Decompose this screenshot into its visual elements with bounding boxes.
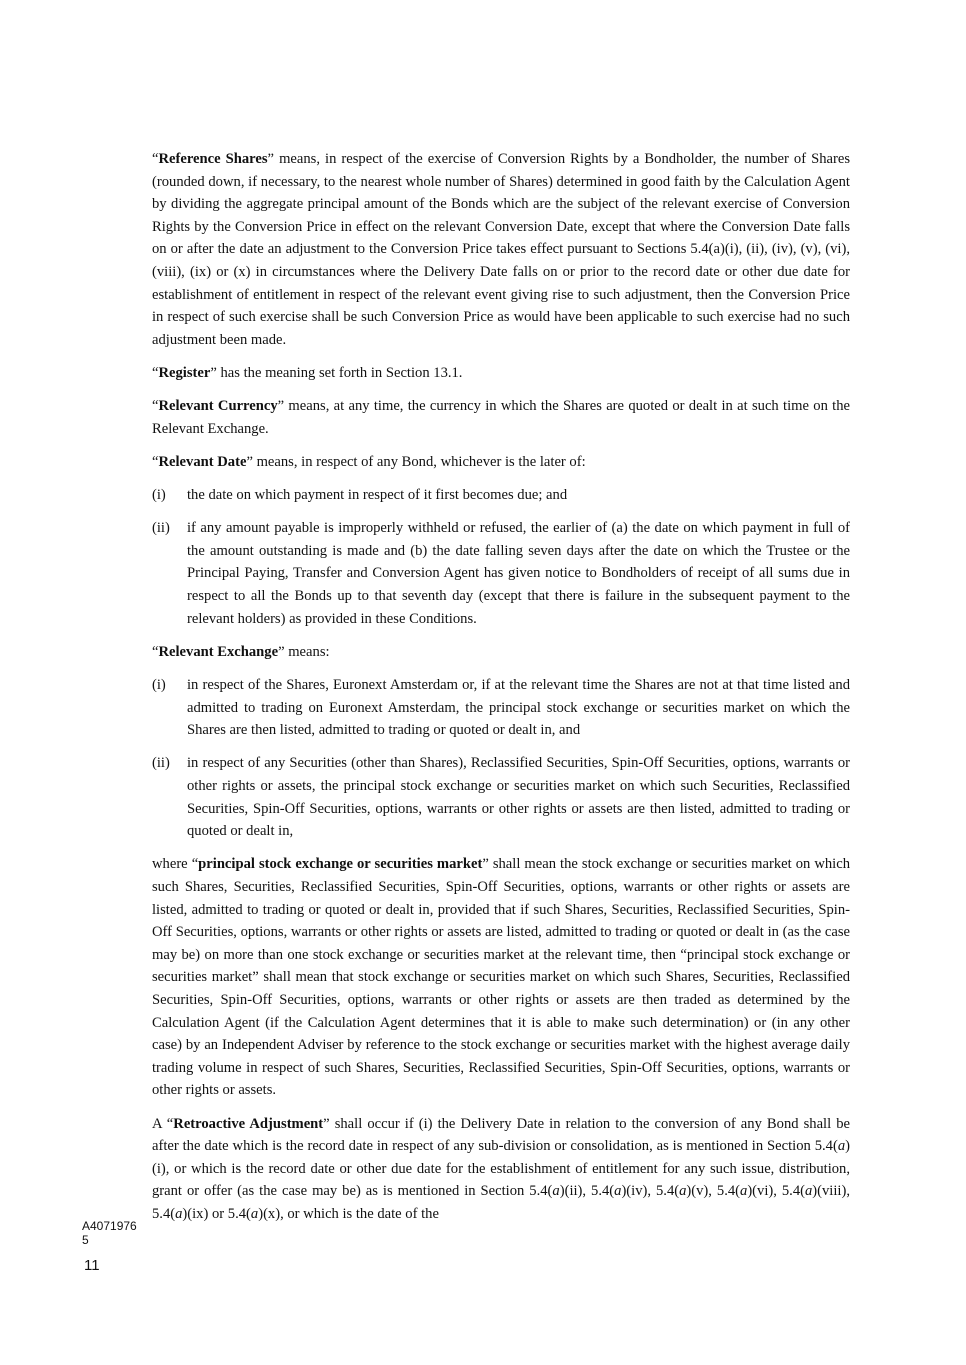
list-item-number: (ii) bbox=[152, 755, 170, 772]
defined-term: Relevant Date bbox=[158, 453, 247, 470]
defined-term: Reference Shares bbox=[158, 151, 268, 167]
document-reference: A40719765 bbox=[82, 1219, 137, 1247]
definition-relevant-exchange: “Relevant Exchange” means: bbox=[152, 643, 330, 660]
list-item bbox=[152, 484, 850, 507]
defined-term: Relevant Exchange bbox=[158, 643, 279, 660]
list-item-text: in respect of any Securities (other than Shares), Reclassified Securities, Spin-Off Securities, options, warrants or other rights or assets, the principal stock exchange or securities market on which such Securities, Reclassified Securities, Spin-Off Securities, options, warrants or other rights or assets are then listed, admitted to trading or quoted or dealt in, bbox=[187, 755, 850, 840]
definition-retroactive-adjustment: A “Retroactive Adjustment” shall occur if (i) the Delivery Date in relation to the conversion of any Bond shall be after the date which is the record date in respect of any sub-division or consolidation, as is mentioned in Section 5.4(a)(i), or which is the record date or other due date for the establishment of entitlement for any such issue, distribution, grant or offer (as the case may be) as is mentioned in Section 5.4(a)(ii), 5.4(a)(iv), 5.4(a)(v), 5.4(a)(vi), 5.4(a)(viii), 5.4(a)(ix) or 5.4(a)(x), or which is the date of the bbox=[152, 1115, 850, 1222]
list-item bbox=[152, 752, 850, 842]
list-item-number: (i) bbox=[152, 487, 166, 504]
defined-term: Retroactive Adjustment bbox=[173, 1115, 324, 1132]
definition-relevant-date: “Relevant Date” means, in respect of any Bond, whichever is the later of: bbox=[152, 453, 586, 470]
defined-term: principal stock exchange or securities market bbox=[198, 856, 483, 873]
page-number: 11 bbox=[84, 1258, 100, 1274]
definition-reference-shares: “Reference Shares” means, in respect of the exercise of Conversion Rights by a Bondholder, the number of Shares (rounded down, if necessary, to the nearest whole number of Shares) determined in good faith by the Calculation Agent by dividing the aggregate principal amount of the Bonds which are the subject of the relevant exercise of Conversion Rights by the Conversion Price in effect on the relevant Conversion Date, except that where the Conversion Date falls on or after the date an adjustment to the Conversion Price takes effect pursuant to Sections 5.4(a)(i), (ii), (iv), (v), (vi), (viii), (ix) or (x) in circumstances where the Delivery Date falls on or prior to the record date or other due date for establishment of entitlement in respect of the relevant event giving rise to such adjustment, then the Conversion Price in respect of such exercise shall be such Conversion Price as would have been applicable to such exercise had no such adjustment been made. bbox=[152, 151, 851, 348]
list-item bbox=[152, 674, 850, 742]
list-item-text: in respect of the Shares, Euronext Amsterdam or, if at the relevant time the Shares are not at that time listed and admitted to trading on Euronext Amsterdam, the principal stock exchange or securities market on which the Shares are then listed, admitted to trading or quoted or dealt in, and bbox=[187, 677, 850, 739]
definition-principal-stock-exchange: where “principal stock exchange or securities market” shall mean the stock exchange or securities market on which such Shares, Securities, Reclassified Securities, Spin-Off Securities, options, warrants or other rights or assets are listed, admitted to trading or quoted or dealt in, provided that if such Shares, Securities, Reclassified Securities, Spin-Off Securities, options, warrants or other rights or assets are listed, admitted to trading or quoted or dealt in (as the case may be) on more than one stock exchange or securities market at the relevant time, then “principal stock exchange or securities market” shall mean that stock exchange or securities market on which such Shares, Securities, Reclassified Securities, Spin-Off Securities, options, warrants or other rights or assets are then traded as determined by the Calculation Agent (if the Calculation Agent determines that it is able to make such determination) or (in any other case) by an Independent Adviser by reference to the stock exchange or securities market with the highest average daily trading volume in respect of such Shares, Securities, Reclassified Securities, Spin-Off Securities, options, warrants or other rights or assets. bbox=[152, 856, 850, 1099]
list-item bbox=[152, 517, 850, 630]
document-body bbox=[152, 148, 850, 1236]
list-item-number: (i) bbox=[152, 677, 166, 694]
list-item-text: if any amount payable is improperly withheld or refused, the earlier of (a) the date on which payment in full of the amount outstanding is made and (b) the date falling seven days after the date on which the Trustee or the Principal Paying, Transfer and Conversion Agent has given notice to Bondholders of receipt of all sums due in respect to all the Bonds up to that seventh day (except that there is failure in the subsequent payment to the relevant holders) as provided in these Conditions. bbox=[187, 520, 850, 627]
list-item-number: (ii) bbox=[152, 520, 170, 537]
definition-relevant-currency: “Relevant Currency” means, at any time, the currency in which the Shares are quoted or dealt in at such time on the Relevant Exchange. bbox=[152, 398, 850, 437]
definition-register: “Register” has the meaning set forth in Section 13.1. bbox=[152, 364, 463, 381]
defined-term: Relevant Currency bbox=[158, 398, 278, 415]
defined-term: Register bbox=[158, 364, 211, 381]
list-item-text: the date on which payment in respect of it first becomes due; and bbox=[187, 487, 568, 504]
